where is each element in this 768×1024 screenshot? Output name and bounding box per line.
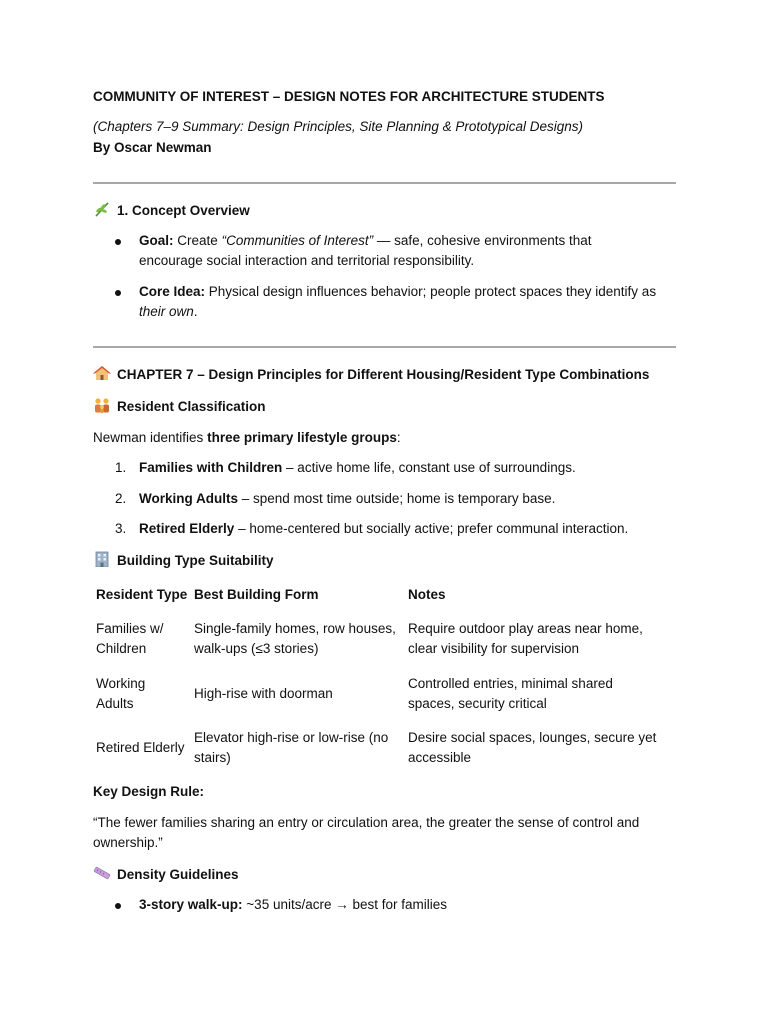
table-cell: Desire social spaces, lounges, secure yet [408,730,657,745]
bullet-marker [115,239,121,245]
key-rule-quote-line2: ownership.” [93,835,163,850]
list-item: Families with Children – active home life, constant use of surroundings. [139,460,576,475]
table-header: Best Building Form [194,587,319,602]
key-rule-quote: “The fewer families sharing an entry or circulation area, the greater the sense of control and [93,815,640,830]
document-author: By Oscar Newman [93,140,212,155]
table-cell: clear visibility for supervision [408,641,580,656]
divider [93,182,676,184]
resident-classification-heading: Resident Classification [93,397,266,417]
goal-item-line2: encourage social interaction and territorial responsibility. [139,253,475,268]
list-item: Retired Elderly – home-centered but socially active; prefer communal interaction. [139,521,629,536]
table-cell: Require outdoor play areas near home, [408,621,643,636]
table-cell: Controlled entries, minimal shared [408,676,613,691]
building-suitability-heading: Building Type Suitability [93,551,274,571]
table-cell: spaces, security critical [408,696,547,711]
document-title: COMMUNITY OF INTEREST – DESIGN NOTES FOR ARCHITECTURE STUDENTS [93,89,605,104]
list-number: 3. [115,521,127,536]
table-cell: Adults [96,696,134,711]
table-cell: Single-family homes, row houses, [194,621,396,636]
bullet-marker [115,903,121,909]
goal-item: Goal: Create “Communities of Interest” — safe, cohesive environments that [139,233,592,248]
density-heading: Density Guidelines [93,865,239,885]
table-cell: Children [96,641,147,656]
table-cell: Retired Elderly [96,740,185,755]
table-header: Notes [408,587,446,602]
core-idea-item-line2: their own. [139,304,198,319]
table-cell: Elevator high-rise or low-rise (no [194,730,389,745]
building-icon [93,551,111,567]
list-item: Working Adults – spend most time outside; home is temporary base. [139,491,556,506]
table-cell: Working [96,676,146,691]
table-cell: walk-ups (≤3 stories) [194,641,319,656]
table-cell: High-rise with doorman [194,686,333,701]
key-rule-heading: Key Design Rule: [93,784,205,799]
herb-icon [93,201,111,217]
table-cell: stairs) [194,750,231,765]
document-subtitle: (Chapters 7–9 Summary: Design Principles, Site Planning & Prototypical Designs) [93,119,583,134]
density-item: 3-story walk-up: ~35 units/acre → best for families [139,897,448,912]
table-cell: Families w/ [96,621,164,636]
ruler-icon [93,865,111,881]
resident-intro: Newman identifies three primary lifestyle groups: [93,430,401,445]
bullet-marker [115,290,121,296]
core-idea-item: Core Idea: Physical design influences behavior; people protect spaces they identify as [139,284,657,299]
house-icon [93,365,111,381]
table-cell: accessible [408,750,472,765]
list-number: 2. [115,491,127,506]
list-number: 1. [115,460,127,475]
section-concept-heading: 1. Concept Overview [93,201,250,221]
divider [93,346,676,348]
chapter7-heading: CHAPTER 7 – Design Principles for Different Housing/Resident Type Combinations [93,365,649,385]
table-header: Resident Type [96,587,188,602]
family-icon [93,397,111,413]
